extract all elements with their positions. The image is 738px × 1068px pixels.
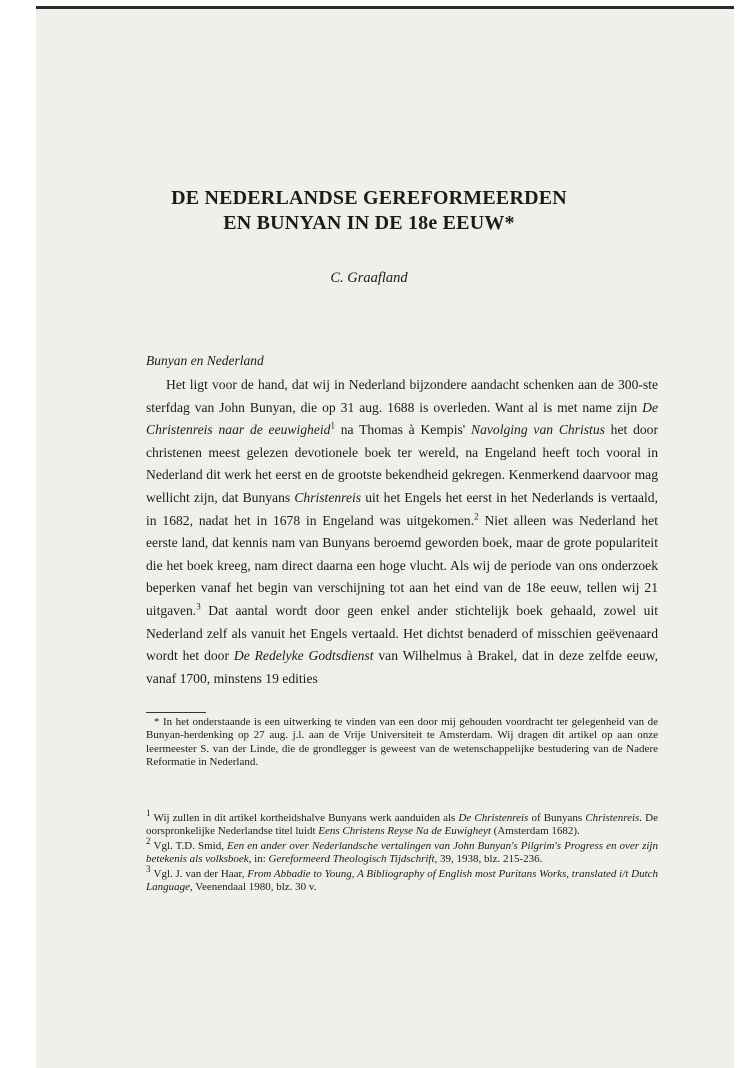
footnote-divider: [146, 712, 206, 713]
title-line-2: EN BUNYAN IN DE 18e EEUW*: [223, 212, 515, 234]
footnote-1: [146, 808, 659, 839]
footnote-text: of Bunyans: [528, 812, 586, 824]
footnote-text: Veenendaal 1980, blz. 30 v.: [192, 881, 317, 894]
footnotes: [146, 808, 659, 895]
body-italic-title: De Redelyke Godtsdienst: [233, 648, 374, 664]
body-italic-title: De Christenreis naar de eeuwigheid: [146, 399, 658, 438]
body-italic-title: Christenreis: [294, 489, 362, 505]
footnote-3: [146, 863, 659, 895]
article-title: [0, 186, 738, 236]
footnote-text: Vgl. J. van der Haar,: [153, 867, 248, 880]
section-heading: Bunyan en Nederland: [146, 353, 264, 368]
footnote-ref-2: 2: [474, 511, 479, 522]
author-name: C. Graafland: [330, 270, 408, 286]
footnote-number: 2: [146, 836, 151, 847]
footnote-italic: Christenreis.: [585, 812, 643, 824]
footnote-text: Wij zullen in dit artikel kortheidshalve Bunyans werk aanduiden als: [153, 812, 459, 824]
star-footnote: * In het onderstaande is een uitwerking te vinden van een door mij gehouden voordracht ter gelegenheid van de Bunyan-herdenking op 27 aug. j.l. aan de Vrije Universiteit te Amsterdam. Wij dragen dit artikel op aan onze leermeester S. van der Linde, die de grondlegger is geweest van de wetenschappelijke bestudering van de Nadere Reformatie in Nederland.: [146, 716, 658, 769]
footnote-italic: De Christenreis: [458, 812, 529, 824]
footnote-text: 39, 1938, blz. 215-236.: [437, 853, 543, 866]
footnote-2: [146, 836, 658, 867]
footnote-number: 3: [146, 863, 151, 874]
footnote-italic: Een en ander over Nederlandsche vertalingen van John Bunyan's Pilgrim's Progress en over zijn betekenis als volksboek,: [146, 839, 658, 866]
body-text: na Thomas à Kempis': [334, 422, 471, 438]
footnote-text: De oorspronkelijke Nederlandse titel luidt: [146, 812, 659, 838]
footnote-text: Vgl. T.D. Smid,: [153, 839, 228, 852]
footnote-italic: From Abbadie to Young, A Bibliography of English most Puritans Works, translated i/t Dutch Language,: [146, 867, 659, 894]
footnote-italic: Eens Christens Reyse Na de Euwigheyt: [318, 825, 491, 838]
body-text: Dat aantal wordt door geen enkel ander stichtelijk boek gehaald, zowel uit Nederland zelf als vanuit het Engels vertaald. Het dichtst benaderd of misschien geëvenaard wordt het door: [146, 602, 658, 664]
body-text: van Wilhelmus à Brakel, dat in deze zelfde eeuw, vanaf 1700, minstens 19 edities: [146, 648, 659, 686]
body-italic-title: Navolging van Christus: [471, 422, 605, 438]
footnote-ref-1: 1: [330, 420, 335, 431]
footnote-ref-3: 3: [196, 601, 201, 612]
body-text: uit het Engels het eerst in het Nederlands is vertaald, in 1682, nadat het in 1678 in Engeland was uitgekomen.: [146, 489, 658, 528]
footnote-text: (Amsterdam 1682).: [490, 825, 580, 838]
footnote-italic: Gereformeerd Theologisch Tijdschrift,: [268, 853, 438, 866]
body-text: Niet alleen was Nederland het eerste land, dat kennis nam van Bunyans beroemd geworden boek, maar de grote populariteit die het boek kreeg, nam direct daarna een hoge vlucht. Als wij de periode van ons onderzoek beperken vanaf het begin van verschijning tot aan het eind van de 18e eeuw, tellen wij 21 uitgaven.: [146, 512, 658, 618]
body-text: Het ligt voor de hand, dat wij in Nederland bijzondere aandacht schenken aan de 300-ste sterfdag van John Bunyan, die op 31 aug. 1688 is overleden. Want al is met name zijn: [146, 377, 658, 415]
footnote-text: in:: [251, 853, 269, 866]
body-paragraph: [146, 374, 658, 690]
title-line-1: DE NEDERLANDSE GEREFORMEERDEN: [171, 187, 567, 209]
footnote-number: 1: [146, 808, 151, 819]
body-text: het door christenen meest gelezen devotionele boek ter wereld, na Engeland heeft toch vooral in Nederland dit werk het eerst en de grootste bekendheid gekregen. Kenmerkend daarvoor mag wellicht zijn, dat Bunyans: [146, 422, 658, 505]
